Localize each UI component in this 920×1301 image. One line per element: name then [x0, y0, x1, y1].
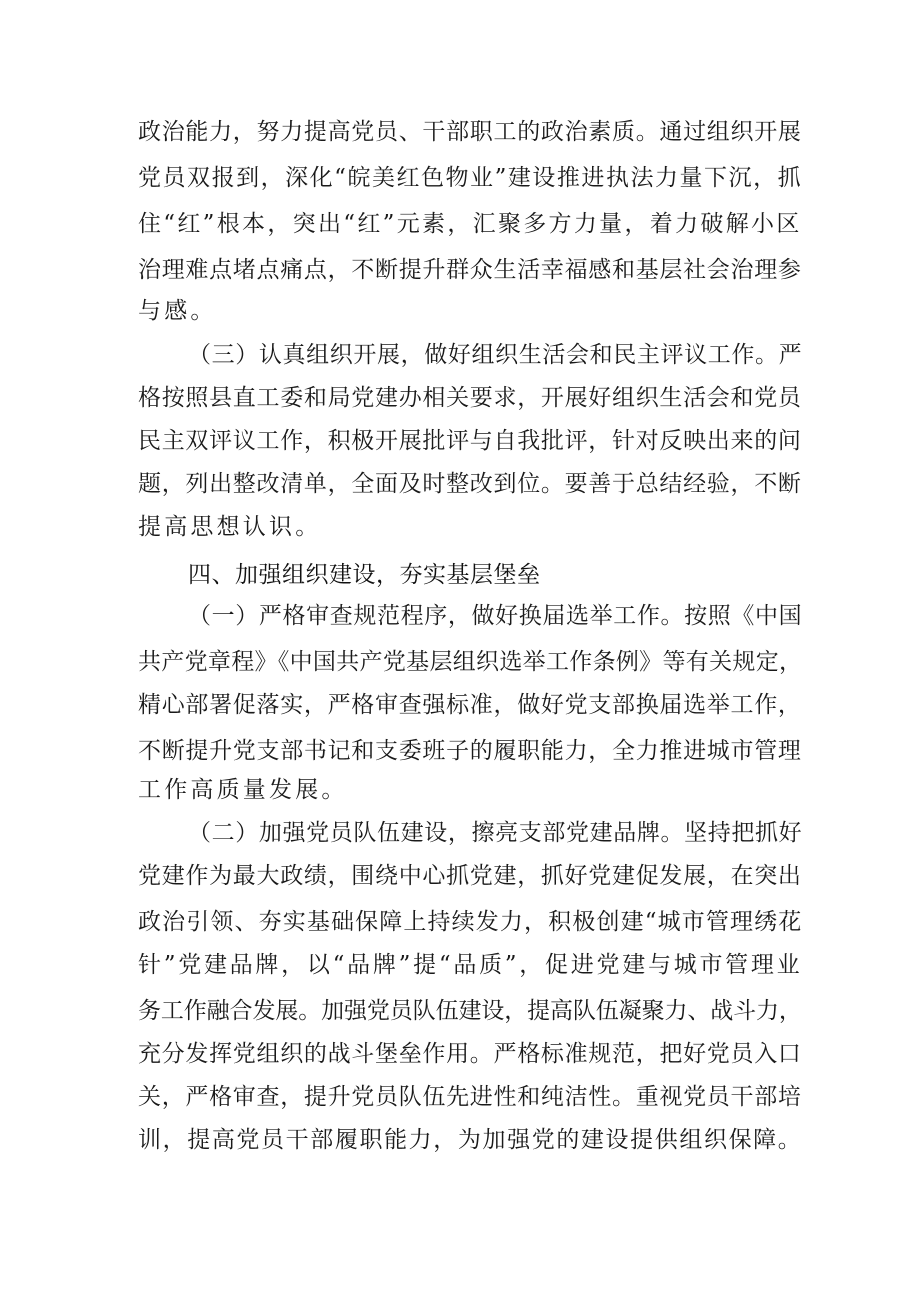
- paragraph-line: （三）认真组织开展，做好组织生活会和民主评议工作。严: [188, 342, 803, 368]
- section-heading: 四、加强组织建设，夯实基层堡垒: [188, 562, 541, 588]
- paragraph-line: 训，提高党员干部履职能力，为加强党的建设提供组织保障。: [138, 1127, 803, 1153]
- paragraph-line: 党建作为最大政绩，围绕中心抓党建，抓好党建促发展，在突出: [138, 863, 802, 889]
- paragraph-line: 共产党章程》《中国共产党基层组织选举工作条例》等有关规定，: [138, 649, 803, 675]
- paragraph-line: 工作高质量发展。: [138, 777, 348, 803]
- paragraph-line: 务工作融合发展。加强党员队伍建设，提高队伍凝聚力、战斗力，: [138, 998, 802, 1024]
- paragraph-line: 民主双评议工作，积极开展批评与自我批评，针对反映出来的问: [138, 428, 802, 454]
- paragraph-line: （二）加强党员队伍建设，擦亮支部党建品牌。坚持把抓好: [188, 820, 803, 846]
- paragraph-line: 住“红”根本，突出“红”元素，汇聚多方力量，着力破解小区: [138, 211, 802, 237]
- paragraph-line: 与感。: [138, 298, 217, 324]
- paragraph-line: 提高思想认识。: [138, 514, 322, 540]
- paragraph-line: 政治引领、夯实基础保障上持续发力，积极创建“城市管理绣花: [138, 909, 803, 935]
- paragraph-line: 精心部署促落实，严格审查强标准，做好党支部换届选举工作，: [138, 692, 802, 718]
- paragraph-line: 格按照县直工委和局党建办相关要求，开展好组织生活会和党员: [138, 385, 802, 411]
- paragraph-line: 针”党建品牌，以“品牌”提“品质”，促进党建与城市管理业: [138, 952, 803, 978]
- paragraph-line: 治理难点堵点痛点，不断提升群众生活幸福感和基层社会治理参: [138, 257, 802, 283]
- paragraph-line: 党员双报到，深化“皖美红色物业”建设推进执法力量下沉，抓: [138, 165, 803, 191]
- paragraph-line: 政治能力，努力提高党员、干部职工的政治素质。通过组织开展: [138, 119, 802, 145]
- paragraph-line: 关，严格审查，提升党员队伍先进性和纯洁性。重视党员干部培: [138, 1084, 802, 1110]
- paragraph-line: （一）严格审查规范程序，做好换届选举工作。按照《中国: [188, 603, 803, 629]
- paragraph-line: 题，列出整改清单，全面及时整改到位。要善于总结经验，不断: [138, 471, 802, 497]
- paragraph-line: 充分发挥党组织的战斗堡垒作用。严格标准规范，把好党员入口: [138, 1041, 802, 1067]
- paragraph-line: 不断提升党支部书记和支委班子的履职能力，全力推进城市管理: [138, 738, 802, 764]
